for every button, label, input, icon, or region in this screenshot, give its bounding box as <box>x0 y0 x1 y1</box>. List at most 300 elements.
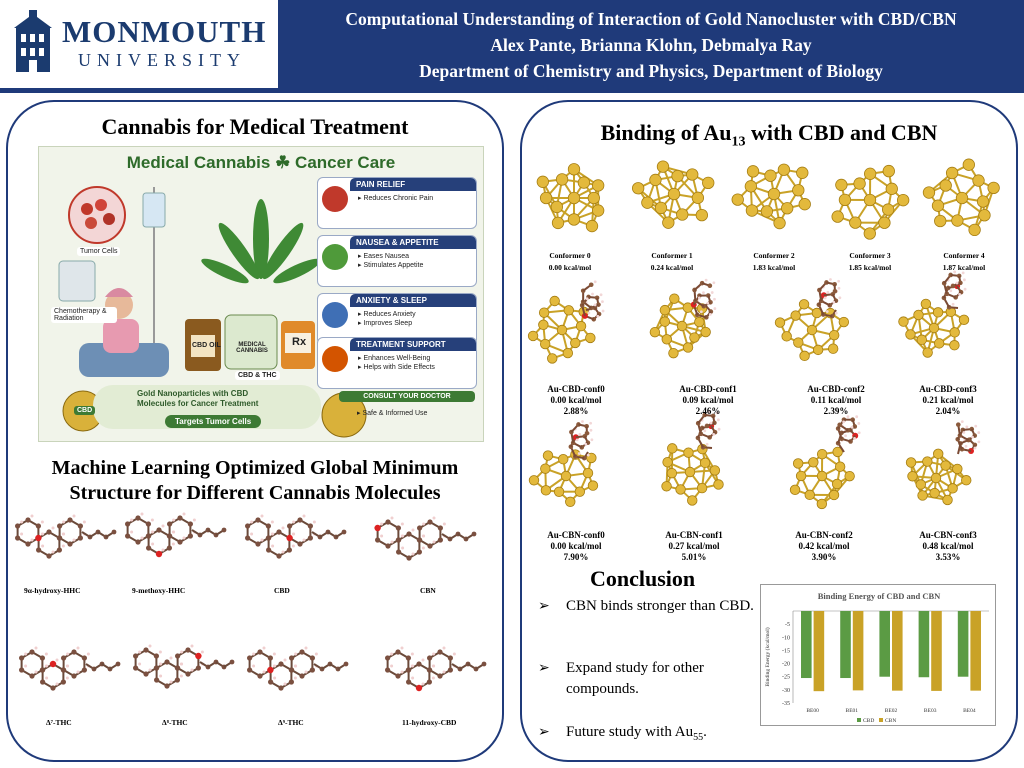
mol-carbon <box>40 667 45 672</box>
au-atom <box>547 354 557 364</box>
mol-hydrogen <box>401 523 404 526</box>
h-atom <box>717 418 720 421</box>
mol-oxygen <box>267 667 273 673</box>
mol-carbon <box>135 515 140 520</box>
mol-hydrogen <box>273 677 276 680</box>
mol-carbon <box>299 673 304 678</box>
mol-hydrogen <box>66 665 69 668</box>
legend-swatch <box>879 718 883 722</box>
au-atom <box>774 217 786 229</box>
mol-carbon <box>146 533 151 538</box>
mol-hydrogen <box>180 675 183 678</box>
au-atom <box>552 217 564 229</box>
mol-hydrogen <box>401 647 404 650</box>
mol-hydrogen <box>87 653 90 656</box>
au-atom <box>845 471 855 481</box>
y-tick-label: -15 <box>782 648 790 655</box>
au-atom <box>886 183 898 195</box>
h-atom <box>952 303 955 306</box>
mol-carbon <box>482 662 487 667</box>
au-atom <box>650 174 662 186</box>
mol-carbon <box>308 523 313 528</box>
mol-carbon <box>185 671 190 676</box>
y-tick-label: -10 <box>782 635 790 642</box>
h-atom <box>965 445 968 448</box>
au-atom <box>854 178 866 190</box>
h-atom <box>711 291 714 294</box>
cbd-complex-label: Au-CBD-conf0 0.00 kcal/mol 2.88% <box>547 384 605 416</box>
au-atom <box>672 170 684 182</box>
au-atom <box>563 348 573 358</box>
au-atom <box>839 317 849 327</box>
mol-hydrogen <box>252 653 255 656</box>
au-atom <box>914 310 924 320</box>
h-atom <box>589 422 592 425</box>
au-atom <box>956 192 968 204</box>
mol-carbon <box>417 525 422 530</box>
mol-carbon <box>396 549 401 554</box>
mol-hydrogen <box>159 675 162 678</box>
mol-hydrogen <box>149 645 152 648</box>
mol-carbon <box>167 533 172 538</box>
mol-carbon <box>299 649 304 654</box>
mol-carbon <box>406 555 411 560</box>
mol-hydrogen <box>73 539 76 542</box>
mol-carbon <box>188 521 193 526</box>
mol-carbon <box>417 537 422 542</box>
mol-carbon <box>78 535 83 540</box>
h-atom <box>835 312 838 315</box>
mol-hydrogen <box>62 521 65 524</box>
mol-hydrogen <box>411 653 414 656</box>
mol-hydrogen <box>191 669 194 672</box>
molecule-label: 11-hydroxy-CBD <box>402 718 457 727</box>
mol-hydrogen <box>170 657 173 660</box>
mol-carbon <box>437 673 442 678</box>
mol-hydrogen <box>83 521 86 524</box>
c-atom <box>708 283 713 288</box>
h-atom <box>591 293 594 296</box>
mol-carbon <box>385 519 390 524</box>
au-atom <box>923 457 933 467</box>
au-atom <box>946 167 958 179</box>
binding-section-heading: Binding of $Au_{13}$ with CBD and CBN <box>600 120 938 150</box>
au-atom <box>799 198 811 210</box>
au-atom <box>586 220 598 232</box>
mol-hydrogen <box>401 547 404 550</box>
mol-carbon <box>406 655 411 660</box>
conformer-label: Conformer 1 0.24 kcal/mol <box>650 251 694 272</box>
h-atom <box>718 428 721 431</box>
au-atom <box>564 305 574 315</box>
mol-carbon <box>448 667 453 672</box>
mol-hydrogen <box>162 549 165 552</box>
conclusion-bullet: ➢ CBN binds stronger than CBD. <box>536 596 756 617</box>
conclusion-bullet: ➢ Future study with $Au_{55}$. <box>538 724 707 743</box>
mol-hydrogen <box>284 683 287 686</box>
au-atom <box>977 196 989 208</box>
h-atom <box>974 425 977 428</box>
mol-carbon <box>154 653 159 658</box>
mol-hydrogen <box>183 513 186 516</box>
mol-carbon <box>230 660 235 665</box>
bar-cbd <box>958 611 969 677</box>
x-tick-label: BE02 <box>884 708 898 714</box>
mol-carbon <box>396 525 401 530</box>
pain-relief-icon <box>322 186 348 212</box>
mol-hydrogen <box>273 665 276 668</box>
mol-hydrogen <box>159 663 162 666</box>
h-atom <box>710 422 713 425</box>
mol-hydrogen <box>151 531 154 534</box>
au-atom <box>934 339 944 349</box>
cbd-complex-label: Au-CBD-conf2 0.11 kcal/mol 2.39% <box>807 384 865 416</box>
au-atom <box>663 457 673 467</box>
h-atom <box>858 431 861 434</box>
au-atom <box>570 338 580 348</box>
mol-hydrogen <box>52 527 55 530</box>
au-atom <box>561 471 571 481</box>
mol-carbon <box>133 665 138 670</box>
au-atom <box>932 200 944 212</box>
au-atom <box>660 305 670 315</box>
mol-carbon <box>15 523 20 528</box>
mol-hydrogen <box>263 671 266 674</box>
mol-hydrogen <box>45 677 48 680</box>
au-atom <box>775 318 785 328</box>
mol-hydrogen <box>159 651 162 654</box>
au-atom <box>934 215 946 227</box>
au-atom <box>543 451 553 461</box>
mol-carbon <box>175 653 180 658</box>
molecule-label: 9α-hydroxy-HHC <box>24 586 81 595</box>
mol-carbon <box>46 553 51 558</box>
mol-hydrogen <box>432 677 435 680</box>
mol-hydrogen <box>41 533 44 536</box>
mol-carbon <box>385 667 390 672</box>
mol-carbon <box>143 671 148 676</box>
mol-carbon <box>167 545 172 550</box>
mol-carbon <box>395 649 400 654</box>
au-atom <box>882 204 894 216</box>
au-atom <box>807 325 817 335</box>
mol-carbon <box>427 519 432 524</box>
cbd-badge: CBD <box>74 406 95 415</box>
bar-cbd <box>919 611 930 677</box>
h-atom <box>838 287 841 290</box>
molecule-label: Δ⁷-THC <box>46 718 72 727</box>
mol-carbon <box>29 673 34 678</box>
cbd-thc-label: CBD & THC <box>235 371 280 380</box>
h-atom <box>949 289 952 292</box>
au-atom <box>690 333 700 343</box>
au-atom <box>778 164 790 176</box>
au-atom <box>632 182 644 194</box>
h-atom <box>837 280 840 283</box>
binding-energy-chart <box>760 584 996 726</box>
au-atom <box>793 184 805 196</box>
mol-carbon <box>268 655 273 660</box>
mol-carbon <box>417 549 422 554</box>
c-atom <box>833 289 838 294</box>
au-atom <box>908 471 918 481</box>
mol-carbon <box>472 532 477 537</box>
au-atom <box>799 299 809 309</box>
au-atom <box>747 166 759 178</box>
conformer-label: Conformer 3 1.85 kcal/mol <box>848 251 892 272</box>
au-atom <box>687 496 697 506</box>
header-divider <box>0 88 1024 93</box>
au-atom <box>973 175 985 187</box>
au-atom <box>683 343 693 353</box>
au-atom <box>835 462 845 472</box>
mol-hydrogen <box>261 515 264 518</box>
au-atom <box>592 205 604 217</box>
au-atom <box>667 468 677 478</box>
mol-carbon <box>36 523 41 528</box>
mol-hydrogen <box>73 515 76 518</box>
mol-carbon <box>167 521 172 526</box>
mol-hydrogen <box>141 513 144 516</box>
mol-hydrogen <box>66 653 69 656</box>
mol-carbon <box>25 517 30 522</box>
mol-hydrogen <box>391 517 394 520</box>
mol-carbon <box>164 659 169 664</box>
mol-carbon <box>177 515 182 520</box>
mol-hydrogen <box>172 543 175 546</box>
mol-hydrogen <box>453 653 456 656</box>
au-atom <box>539 308 549 318</box>
au-atom <box>864 228 876 240</box>
tumor-cells-label: Tumor Cells <box>77 247 120 256</box>
mol-carbon <box>154 665 159 670</box>
au-atom <box>961 475 971 485</box>
au-atom <box>923 187 935 199</box>
mol-carbon <box>125 521 130 526</box>
mol-carbon <box>71 673 76 678</box>
mol-carbon <box>395 673 400 678</box>
medical-cannabis-infographic <box>38 146 484 442</box>
mol-hydrogen <box>411 677 414 680</box>
molecule-label: 9-methoxy-HHC <box>132 586 186 595</box>
h-atom <box>844 434 847 437</box>
poster-title: Computational Understanding of Interaction of Gold Nanocluster with CBD/CBN <box>345 9 957 29</box>
mol-hydrogen <box>303 515 306 518</box>
au-atom <box>541 464 551 474</box>
mol-hydrogen <box>443 671 446 674</box>
mol-carbon <box>112 530 117 535</box>
h-atom <box>578 433 581 436</box>
au-atom <box>817 499 827 509</box>
au-atom <box>953 464 963 474</box>
h-atom <box>962 431 965 434</box>
mol-hydrogen <box>24 665 27 668</box>
h-atom <box>829 278 832 281</box>
conformer-label: Conformer 4 1.87 kcal/mol <box>942 251 986 272</box>
conclusion-bullet: ➢ Expand study for other compounds. <box>538 660 704 697</box>
mol-carbon <box>57 547 62 552</box>
mol-carbon <box>175 665 180 670</box>
mol-hydrogen <box>422 547 425 550</box>
h-atom <box>578 452 581 455</box>
mol-hydrogen <box>282 551 285 554</box>
medical-cannabis-jar-label: MEDICAL CANNABIS <box>236 342 268 354</box>
mol-hydrogen <box>313 521 316 524</box>
mol-carbon <box>375 537 380 542</box>
mol-carbon <box>82 667 87 672</box>
mol-carbon <box>287 523 292 528</box>
mol-hydrogen <box>443 647 446 650</box>
mol-hydrogen <box>138 663 141 666</box>
au-atom <box>817 449 827 459</box>
mol-hydrogen <box>422 683 425 686</box>
au-atom <box>918 491 928 501</box>
logo-subtitle: UNIVERSITY <box>78 50 246 70</box>
h-atom <box>713 307 716 310</box>
mol-carbon <box>268 679 273 684</box>
au-atom <box>959 315 969 325</box>
au-atom <box>568 214 580 226</box>
poster-header <box>0 0 1024 96</box>
au-atom <box>809 458 819 468</box>
h-atom <box>709 313 712 316</box>
mol-hydrogen <box>62 545 65 548</box>
au-atom <box>676 209 688 221</box>
bar-cbn <box>970 611 981 691</box>
mol-carbon <box>61 667 66 672</box>
h-atom <box>712 433 715 436</box>
au-atom <box>696 209 708 221</box>
au-atom <box>761 206 773 218</box>
ml-section-heading: Machine Learning Optimized Global Minimum Structure for Different Cannabis Molecules <box>51 457 459 504</box>
mol-carbon <box>67 517 72 522</box>
infographic-title: Medical Cannabis ☘ Cancer Care <box>126 153 396 172</box>
mol-hydrogen <box>35 647 38 650</box>
mol-hydrogen <box>271 521 274 524</box>
mol-carbon <box>385 543 390 548</box>
mol-hydrogen <box>20 533 23 536</box>
mol-hydrogen <box>191 645 194 648</box>
bar-cbd <box>840 611 851 678</box>
mol-hydrogen <box>271 545 274 548</box>
mol-hydrogen <box>292 521 295 524</box>
h-atom <box>706 302 709 305</box>
au-atom <box>551 201 563 213</box>
mol-hydrogen <box>183 537 186 540</box>
c-atom <box>705 424 710 429</box>
mol-hydrogen <box>35 671 38 674</box>
mol-hydrogen <box>422 659 425 662</box>
mol-carbon <box>344 662 349 667</box>
mol-carbon <box>255 517 260 522</box>
au-atom <box>941 461 951 471</box>
mol-hydrogen <box>151 543 154 546</box>
mol-carbon <box>67 541 72 546</box>
c-atom <box>951 284 956 289</box>
au-atom <box>950 328 960 338</box>
x-tick-label: BE00 <box>806 708 819 714</box>
mol-hydrogen <box>411 665 414 668</box>
mol-hydrogen <box>294 665 297 668</box>
au-atom <box>899 317 909 327</box>
au-atom <box>906 458 916 468</box>
x-tick-label: BE04 <box>963 708 976 714</box>
cbd-oil-label: CBD OIL <box>192 342 221 349</box>
legend-label: CBN <box>885 718 897 724</box>
mol-hydrogen <box>130 531 133 534</box>
logo-name: MONMOUTH <box>62 14 267 49</box>
au-atom <box>541 486 551 496</box>
mol-hydrogen <box>252 665 255 668</box>
au-atom <box>969 224 981 236</box>
h-atom <box>838 296 841 299</box>
au-atom <box>917 335 927 345</box>
mol-carbon <box>289 655 294 660</box>
mol-hydrogen <box>412 529 415 532</box>
h-atom <box>706 443 709 446</box>
mol-hydrogen <box>422 523 425 526</box>
au-atom <box>568 192 580 204</box>
h-atom <box>826 291 829 294</box>
left-panel <box>6 100 504 762</box>
mol-carbon <box>46 529 51 534</box>
bar-cbn <box>853 611 864 690</box>
molecule-label: CBD <box>274 586 290 595</box>
au-atom <box>565 497 575 507</box>
mol-carbon <box>36 547 41 552</box>
bar-cbd <box>879 611 890 677</box>
mol-oxygen <box>35 535 41 541</box>
mol-carbon <box>188 533 193 538</box>
molecule-label: CBN <box>420 586 436 595</box>
mol-hydrogen <box>31 539 34 542</box>
mol-carbon <box>40 679 45 684</box>
au-atom <box>921 299 931 309</box>
au-atom <box>948 484 958 494</box>
legend-swatch <box>857 718 861 722</box>
bar-cbn <box>814 611 825 691</box>
mol-carbon <box>448 655 453 660</box>
au-atom <box>540 192 552 204</box>
au-atom <box>557 325 567 335</box>
au-atom <box>832 211 844 223</box>
au-atom <box>650 327 660 337</box>
mol-hydrogen <box>303 539 306 542</box>
mol-carbon <box>135 539 140 544</box>
mol-hydrogen <box>56 659 59 662</box>
au-atom <box>988 182 1000 194</box>
arrow-bullet-icon: ➢ <box>538 599 550 614</box>
au-atom <box>979 209 991 221</box>
mol-carbon <box>276 529 281 534</box>
au-atom <box>677 321 687 331</box>
mol-hydrogen <box>62 533 65 536</box>
mol-hydrogen <box>282 527 285 530</box>
mol-carbon <box>297 541 302 546</box>
au-atom <box>916 480 926 490</box>
bar-cbd <box>801 611 812 678</box>
au-atom <box>963 159 975 171</box>
au-atom <box>642 197 654 209</box>
mol-hydrogen <box>193 519 196 522</box>
c-atom <box>589 282 594 287</box>
au-atom <box>836 179 848 191</box>
au-atom <box>828 344 838 354</box>
mol-hydrogen <box>138 651 141 654</box>
mol-hydrogen <box>130 519 133 522</box>
mol-hydrogen <box>172 531 175 534</box>
mol-carbon <box>146 521 151 526</box>
